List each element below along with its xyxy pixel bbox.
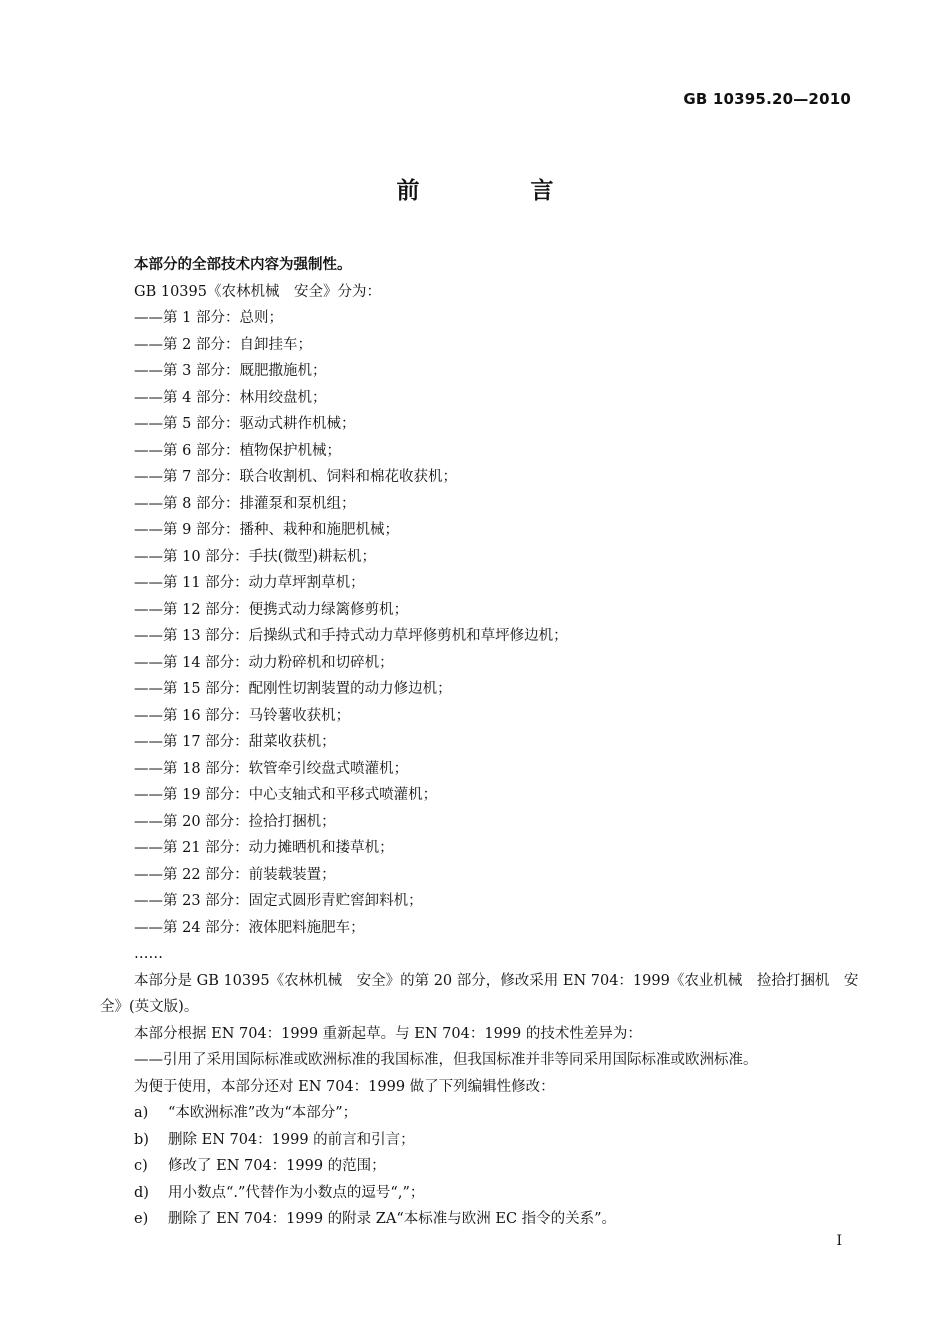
- editorial-intro: 为便于使用，本部分还对 EN 704：1999 做了下列编辑性修改：: [134, 1078, 555, 1095]
- item-label: e): [134, 1211, 149, 1227]
- list-item: ——第 10 部分：手扶(微型)耕耘机；: [134, 548, 376, 565]
- list-item: ——第 22 部分：前装载装置；: [134, 866, 336, 883]
- list-item: [100, 1180, 860, 1207]
- list-item: ——第 1 部分：总则；: [134, 310, 283, 326]
- list-item: ——第 21 部分：动力摊晒机和搂草机；: [134, 840, 394, 856]
- parts-intro: GB 10395《农林机械 安全》分为：: [134, 283, 381, 300]
- list-item: ——第 4 部分：林用绞盘机；: [134, 389, 327, 406]
- list-item: [100, 1100, 860, 1127]
- editorial-list: [100, 1100, 860, 1233]
- list-item: ——第 12 部分：便携式动力绿篱修剪机；: [134, 601, 409, 618]
- list-item: ——第 6 部分：植物保护机械；: [134, 442, 341, 459]
- list-item: [100, 1127, 860, 1154]
- item-label: d): [134, 1184, 149, 1201]
- list-item: [100, 1153, 860, 1180]
- list-item: ——第 8 部分：排灌泵和泵机组；: [134, 495, 356, 512]
- list-item: ——第 20 部分：捡拾打捆机；: [134, 813, 336, 830]
- list-item: ——第 15 部分：配刚性切割装置的动力修边机；: [134, 681, 452, 697]
- list-item: ——第 5 部分：驱动式耕作机械；: [134, 416, 356, 432]
- list-item: ——第 24 部分：液体肥料施肥车；: [134, 919, 365, 936]
- parts-list: [100, 305, 860, 941]
- list-item: ——第 17 部分：甜菜收获机；: [134, 734, 336, 750]
- document-body: [100, 252, 860, 1233]
- adoption-statement: 本部分是 GB 10395《农林机械 安全》的第 20 部分，修改采用 EN 704：1999《农业机械 捡拾打捆机 安全》(英文版)。: [100, 972, 859, 1015]
- list-ellipsis: ……: [134, 946, 163, 962]
- item-text: 修改了 EN 704：1999 的范围；: [168, 1158, 386, 1174]
- list-item: ——第 23 部分：固定式圆形青贮窖卸料机；: [134, 893, 423, 909]
- mandatory-statement: 本部分的全部技术内容为强制性。: [134, 257, 352, 273]
- list-item: ——第 7 部分：联合收割机、饲料和棉花收获机；: [134, 469, 457, 485]
- item-label: a): [134, 1105, 149, 1121]
- list-item: ——第 16 部分：马铃薯收获机；: [134, 707, 351, 724]
- list-item: ——第 11 部分：动力草坪割草机；: [134, 575, 365, 591]
- list-item: ——第 2 部分：自卸挂车；: [134, 336, 312, 353]
- technical-difference: ——引用了采用国际标准或欧洲标准的我国标准，但我国标准并非等同采用国际标准或欧洲标准。: [134, 1052, 758, 1068]
- item-text: 删除了 EN 704：1999 的附录 ZA“本标准与欧洲 EC 指令的关系”。: [168, 1211, 617, 1227]
- list-item: ——第 3 部分：厩肥撒施机；: [134, 363, 327, 379]
- list-item: ——第 18 部分：软管牵引绞盘式喷灌机；: [134, 760, 409, 777]
- item-text: 删除 EN 704：1999 的前言和引言；: [168, 1131, 415, 1148]
- list-item: ——第 9 部分：播种、栽种和施肥机械；: [134, 522, 399, 538]
- item-label: c): [134, 1158, 148, 1174]
- list-item: ——第 19 部分：中心支轴式和平移式喷灌机；: [134, 787, 438, 803]
- page-number: I: [836, 1233, 842, 1249]
- list-item: ——第 14 部分：动力粉碎机和切碎机；: [134, 654, 394, 671]
- list-item: ——第 13 部分：后操纵式和手持式动力草坪修剪机和草坪修边机；: [134, 628, 568, 644]
- item-text: 用小数点“.”代替作为小数点的逗号“,”；: [168, 1184, 425, 1201]
- redraft-statement: 本部分根据 EN 704：1999 重新起草。与 EN 704：1999 的技术性差异为：: [134, 1025, 642, 1042]
- standard-code: GB 10395.20—2010: [683, 90, 851, 108]
- page-title: 前 言: [396, 178, 598, 204]
- item-label: b): [134, 1131, 149, 1148]
- item-text: “本欧洲标准”改为“本部分”；: [168, 1105, 358, 1121]
- list-item: [100, 1206, 860, 1233]
